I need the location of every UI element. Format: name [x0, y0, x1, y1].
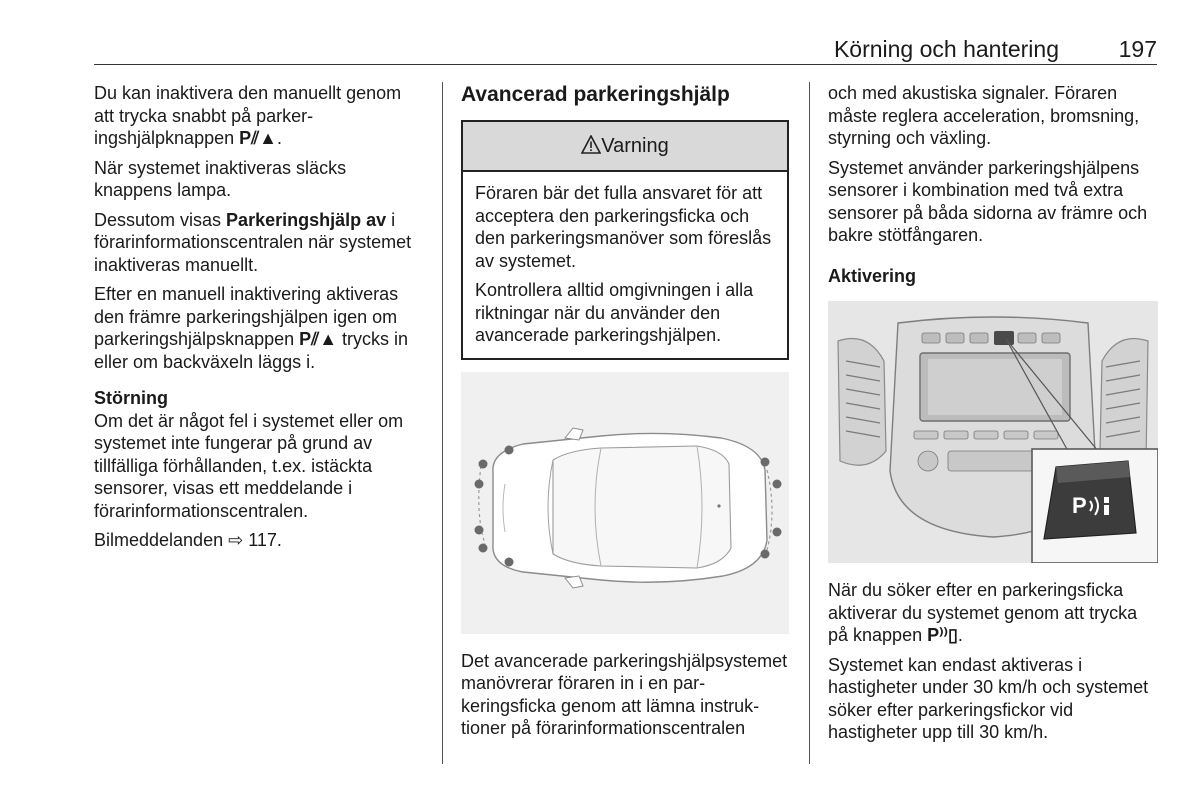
text: . [957, 625, 963, 645]
column-divider [442, 82, 443, 764]
car-sensor-illustration [461, 372, 789, 634]
text: När du söker efter en parkeringsficka aktiverar du systemet genom att trycka på knappen [828, 580, 1138, 645]
text: . [277, 128, 283, 148]
text: Bilmeddelanden [94, 530, 224, 550]
warning-triangle-icon [581, 135, 601, 154]
page-reference[interactable]: 117. [248, 530, 282, 550]
dashboard-illustration [828, 301, 1158, 563]
paragraph: Kontrollera alltid omgivningen i alla riktningar när du använder den avancerade parkeringshjälpen. [475, 280, 754, 345]
paragraph: och med akustiska signaler. Föraren måste reglera acceleration, bromsning, styrning och växling. [828, 83, 1140, 148]
text: trycks in eller om backväxeln läggs i. [94, 329, 409, 372]
column-3 [828, 82, 1158, 751]
section-title: Körning och hantering [833, 36, 1059, 62]
paragraph: När systemet inaktiveras släcks knappens lampa. [94, 157, 347, 200]
dashboard-console-icon [828, 301, 1158, 563]
text: Efter en manuell inaktivering aktiveras den främre parkeringshjälpen igen om parkeringshjälpsknappen [94, 284, 399, 349]
advanced-parking-button-icon: P⁾⁾▯ [927, 625, 958, 645]
bold-text: Parkeringshjälp av [226, 209, 387, 230]
paragraph: Föraren bär det fulla ansvaret för att acceptera den parkeringsficka och den parkeringsmanöver som föreslås av systemet. [475, 183, 772, 271]
paragraph [94, 82, 419, 150]
parking-assist-icon: P⫽▲ [239, 128, 277, 148]
subheading: Aktivering [828, 265, 917, 286]
subheading: Störning [94, 388, 168, 408]
page-header [94, 30, 1157, 65]
parking-assist-icon: P⫽▲ [299, 329, 338, 349]
paragraph: Om det är något fel i systemet eller om systemet inte fungerar på grund av tillfälliga förhållanden, t.ex. istäckta sensorer, visas ett meddelande i förarinformationscentralen. [94, 410, 404, 521]
paragraph [828, 579, 1158, 647]
paragraph: Det avancerade parkeringshjälpsystemet manövrerar föraren in i en parkeringsficka genom att lämna instruktioner på förarinformationscentralen [461, 650, 788, 738]
warning-box [461, 120, 789, 360]
text: Du kan inaktivera den manuellt genom att trycka snabbt på parkeringshjälpknappen [94, 83, 402, 148]
text: i förarinformationscentralen när systemet inaktiveras manuellt. [94, 209, 412, 275]
page-number: 197 [1118, 36, 1157, 62]
car-top-view-icon [461, 372, 789, 634]
warning-title: Varning [601, 135, 669, 157]
paragraph [94, 529, 419, 552]
paragraph [94, 283, 419, 373]
column-2 [461, 82, 789, 747]
paragraph [94, 209, 419, 277]
column-divider [809, 82, 810, 764]
column-1 [94, 82, 419, 559]
svg-text:P: P [1072, 493, 1087, 518]
text: Dessutom visas [94, 209, 227, 230]
warning-body [463, 172, 787, 358]
paragraph: Systemet kan endast aktiveras i hastigheter under 30 km/h och systemet söker efter parkeringsfickor vid hastigheter upp till 30 km/h. [828, 654, 1149, 742]
paragraph: Systemet använder parkeringshjälpens sensorer i kombination med två extra sensorer på båda sidorna av främre och bakre stötfångaren. [828, 157, 1148, 245]
warning-header [463, 122, 787, 172]
section-heading: Avancerad parkeringshjälp [461, 83, 730, 106]
cross-reference-arrow-icon: ⇨ [228, 530, 244, 550]
